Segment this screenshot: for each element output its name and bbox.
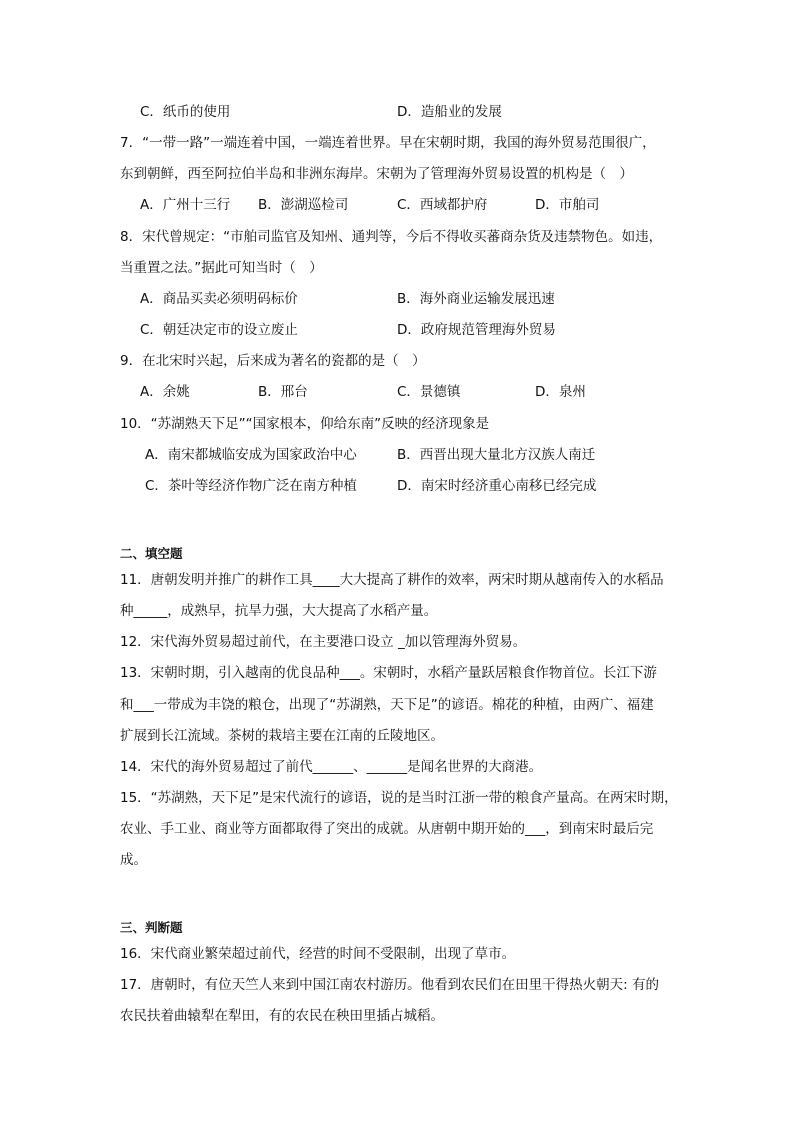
- q15-line3: 成。: [120, 852, 147, 868]
- q6-option-c: C．纸币的使用: [140, 104, 231, 120]
- q9-option-a: A．余姚: [140, 384, 190, 400]
- q15-line1: 15．“苏湖熟，天下足”是宋代流行的谚语，说的是当时江浙一带的粮食产量高。在两宋时期，: [120, 790, 678, 806]
- q13-line3: 扩展到长江流域。茶树的栽培主要在江南的丘陵地区。: [120, 728, 444, 744]
- q8-option-b: B．海外商业运输发展迅速: [397, 291, 555, 307]
- q7-stem-line2: 东到朝鲜，西至阿拉伯半岛和非洲东海岸。宋朝为了管理海外贸易设置的机构是（ ）: [120, 166, 633, 182]
- q16-line1: 16．宋代商业繁荣超过前代，经营的时间不受限制，出现了草市。: [120, 946, 516, 962]
- q9-option-b: B．邢台: [258, 384, 308, 400]
- q7-option-c: C．西域都护府: [397, 197, 488, 213]
- q11-line1: 11．唐朝发明并推广的耕作工具____大大提高了耕作的效率，两宋时期从越南传入的水稻品: [120, 572, 664, 588]
- q12-line1: 12．宋代海外贸易超过前代，在主要港口设立 _加以管理海外贸易。: [120, 634, 527, 650]
- q7-stem-line1: 7．“一带一路”一端连着中国，一端连着世界。早在宋朝时期，我国的海外贸易范围很广，: [120, 135, 656, 151]
- q11-line2: 种_____，成熟早，抗旱力强，大大提高了水稻产量。: [120, 603, 438, 619]
- q14-line1: 14．宋代的海外贸易超过了前代______、______是闻名世界的大商港。: [120, 759, 543, 775]
- q8-option-c: C．朝廷决定市的设立废止: [140, 322, 298, 338]
- q10-option-d: D．南宋时经济重心南移已经完成: [397, 478, 597, 494]
- q8-stem-line1: 8．宋代曾规定：“市舶司监官及知州、通判等，今后不得收买蕃商杂货及违禁物色。如违，: [120, 229, 663, 245]
- q8-option-a: A．商品买卖必须明码标价: [140, 291, 298, 307]
- q8-option-d: D．政府规范管理海外贸易: [397, 322, 556, 338]
- q7-option-b: B．澎湖巡检司: [258, 197, 349, 213]
- q10-option-a: A．南宋都城临安成为国家政治中心: [145, 447, 357, 463]
- q9-option-d: D．泉州: [535, 384, 586, 400]
- q15-line2: 农业、手工业、商业等方面都取得了突出的成就。从唐朝中期开始的___，到南宋时最后完: [120, 821, 654, 837]
- q9-stem-line1: 9．在北宋时兴起，后来成为著名的瓷都的是（ ）: [120, 353, 426, 369]
- q13-line2: 和___一带成为丰饶的粮仓，出现了“苏湖熟，天下足”的谚语。棉花的种植，由两广、福建: [120, 697, 654, 713]
- q9-option-c: C．景德镇: [397, 384, 461, 400]
- q17-line2: 农民扶着曲辕犁在犁田，有的农民在秧田里插占城稻。: [120, 1008, 444, 1024]
- q10-stem-line1: 10．“苏湖熟天下足”“国家根本，仰给东南”反映的经济现象是: [120, 416, 490, 432]
- section-fill-blank-title: 二、填空题: [120, 546, 183, 561]
- q10-option-c: C．茶叶等经济作物广泛在南方种植: [145, 478, 357, 494]
- q6-option-d: D．造船业的发展: [397, 104, 502, 120]
- section-judgment-title: 三、判断题: [120, 920, 183, 935]
- q7-option-d: D．市舶司: [535, 197, 600, 213]
- q17-line1: 17．唐朝时，有位天竺人来到中国江南农村游历。他看到农民们在田里干得热火朝天: 有的: [120, 977, 660, 993]
- q8-stem-line2: 当重置之法。”据此可知当时（ ）: [120, 260, 323, 276]
- q13-line1: 13．宋朝时期，引入越南的优良品种___。宋朝时，水稻产量跃居粮食作物首位。长江下游: [120, 665, 657, 681]
- q10-option-b: B．西晋出现大量北方汉族人南迁: [397, 447, 596, 463]
- q7-option-a: A．广州十三行: [140, 197, 231, 213]
